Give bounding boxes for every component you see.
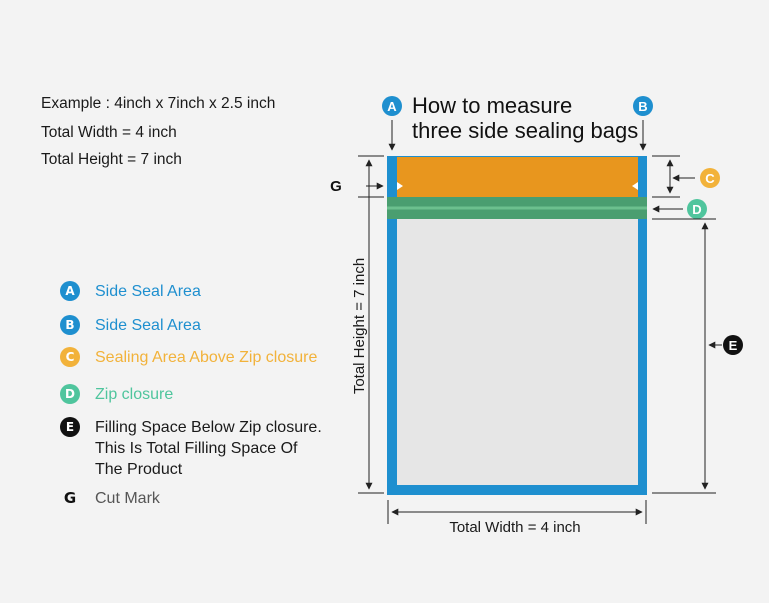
legend-badge-c: C [60,347,80,367]
example-total-width: Total Width = 4 inch [41,124,177,141]
example-line-1: Example : 4inch x 7inch x 2.5 inch [41,95,276,112]
marker-a-letter: A [387,99,397,114]
legend-badge-d: D [60,384,80,404]
legend-label-d: Zip closure [95,386,174,403]
total-height-label: Total Height = 7 inch [351,257,368,395]
legend-label-g: Cut Mark [95,490,160,507]
legend-label-e-line-2: This Is Total Filling Space Of [95,440,298,457]
example-total-height: Total Height = 7 inch [41,151,182,168]
legend-badge-e: E [60,417,80,437]
g-marker: G [330,178,342,195]
legend-label-e-line-1: Filling Space Below Zip closure. [95,419,322,436]
legend-label-c: Sealing Area Above Zip closure [95,349,318,366]
seal-area-above-zip [397,157,638,197]
marker-c-letter: C [705,171,715,186]
filling-space [397,219,638,485]
legend-label-b: Side Seal Area [95,317,201,334]
legend-badge-b: B [60,315,80,335]
diagram-title-line-1: How to measure [412,93,573,118]
legend-badge-g: G [63,489,77,507]
marker-e-letter: E [728,338,738,353]
legend-label-a: Side Seal Area [95,283,201,300]
legend-label-e-line-3: The Product [95,461,183,478]
marker-b-letter: B [638,99,648,114]
legend-badge-a: A [60,281,80,301]
diagram-title-line-2: three side sealing bags [412,118,639,143]
total-width-label: Total Width = 4 inch [449,519,581,536]
marker-d-letter: D [692,202,702,217]
